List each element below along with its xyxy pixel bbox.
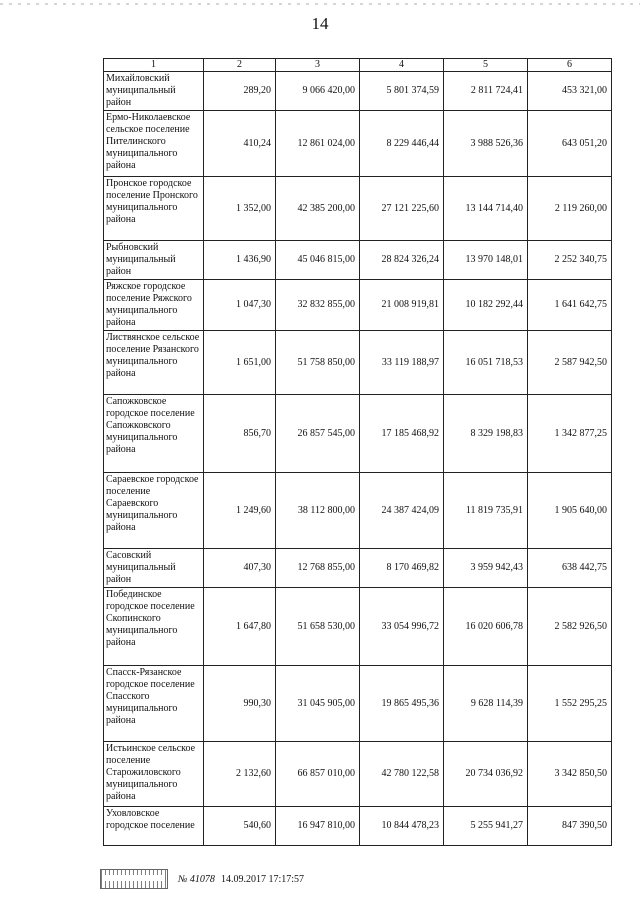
amount-cell: 33 119 188,97 [360, 331, 444, 395]
amount-cell: 13 144 714,40 [444, 177, 528, 241]
area-cell: 1 647,80 [204, 588, 276, 666]
total-cell: 45 046 815,00 [276, 241, 360, 280]
total-cell: 31 045 905,00 [276, 666, 360, 742]
amount-cell: 8 329 198,83 [444, 395, 528, 473]
area-cell: 410,24 [204, 111, 276, 177]
municipality-name: Пронское городское поселение Пронского муниципального района [104, 177, 204, 241]
amount-cell: 2 582 926,50 [528, 588, 612, 666]
amount-cell: 9 628 114,39 [444, 666, 528, 742]
table-row [104, 72, 612, 111]
total-cell: 66 857 010,00 [276, 742, 360, 807]
column-header: 2 [204, 59, 276, 72]
table-row [104, 742, 612, 807]
area-cell: 1 352,00 [204, 177, 276, 241]
amount-cell: 453 321,00 [528, 72, 612, 111]
table-row [104, 111, 612, 177]
distribution-table [103, 58, 612, 846]
table-row [104, 331, 612, 395]
column-header: 1 [104, 59, 204, 72]
amount-cell: 16 020 606,78 [444, 588, 528, 666]
municipality-name: Листвянское сельское поселение Рязанского муниципального района [104, 331, 204, 395]
municipality-name: Спасск-Рязанское городское поселение Спасского муниципального района [104, 666, 204, 742]
header-row [104, 59, 612, 72]
amount-cell: 27 121 225,60 [360, 177, 444, 241]
amount-cell: 8 229 446,44 [360, 111, 444, 177]
amount-cell: 17 185 468,92 [360, 395, 444, 473]
amount-cell: 21 008 919,81 [360, 280, 444, 331]
amount-cell: 1 342 877,25 [528, 395, 612, 473]
municipality-name: Сасовский муниципальный район [104, 549, 204, 588]
column-header: 3 [276, 59, 360, 72]
area-cell: 990,30 [204, 666, 276, 742]
amount-cell: 20 734 036,92 [444, 742, 528, 807]
municipality-name: Ермо-Николаевское сельское поселение Пителинского муниципального района [104, 111, 204, 177]
amount-cell: 13 970 148,01 [444, 241, 528, 280]
municipality-name: Ряжское городское поселение Ряжского муниципального района [104, 280, 204, 331]
total-cell: 32 832 855,00 [276, 280, 360, 331]
amount-cell: 643 051,20 [528, 111, 612, 177]
total-cell: 16 947 810,00 [276, 807, 360, 846]
column-header: 6 [528, 59, 612, 72]
total-cell: 9 066 420,00 [276, 72, 360, 111]
column-header: 5 [444, 59, 528, 72]
area-cell: 289,20 [204, 72, 276, 111]
municipality-name: Истьинское сельское поселение Старожиловского муниципального района [104, 742, 204, 807]
amount-cell: 3 988 526,36 [444, 111, 528, 177]
amount-cell: 3 342 850,50 [528, 742, 612, 807]
amount-cell: 1 905 640,00 [528, 473, 612, 549]
table-row [104, 666, 612, 742]
table-row [104, 241, 612, 280]
document-footer [100, 868, 304, 890]
registry-stamp-icon [100, 869, 168, 889]
amount-cell: 638 442,75 [528, 549, 612, 588]
page-number: 14 [311, 14, 329, 33]
table-row [104, 395, 612, 473]
amount-cell: 1 641 642,75 [528, 280, 612, 331]
municipality-name: Рыбновский муниципальный район [104, 241, 204, 280]
total-cell: 51 658 530,00 [276, 588, 360, 666]
document-number: № 41078 [178, 873, 215, 885]
municipality-name: Михайловский муниципальный район [104, 72, 204, 111]
municipality-name: Побединское городское поселение Скопинского муниципального района [104, 588, 204, 666]
table-row [104, 280, 612, 331]
scan-artifact-line [0, 3, 640, 5]
area-cell: 407,30 [204, 549, 276, 588]
amount-cell: 10 182 292,44 [444, 280, 528, 331]
amount-cell: 33 054 996,72 [360, 588, 444, 666]
amount-cell: 2 119 260,00 [528, 177, 612, 241]
amount-cell: 11 819 735,91 [444, 473, 528, 549]
column-header: 4 [360, 59, 444, 72]
amount-cell: 28 824 326,24 [360, 241, 444, 280]
amount-cell: 5 801 374,59 [360, 72, 444, 111]
amount-cell: 1 552 295,25 [528, 666, 612, 742]
table-row [104, 588, 612, 666]
total-cell: 51 758 850,00 [276, 331, 360, 395]
table-row [104, 177, 612, 241]
table-row [104, 549, 612, 588]
amount-cell: 847 390,50 [528, 807, 612, 846]
area-cell: 1 651,00 [204, 331, 276, 395]
total-cell: 38 112 800,00 [276, 473, 360, 549]
amount-cell: 2 587 942,50 [528, 331, 612, 395]
area-cell: 1 436,90 [204, 241, 276, 280]
amount-cell: 3 959 942,43 [444, 549, 528, 588]
amount-cell: 10 844 478,23 [360, 807, 444, 846]
area-cell: 540,60 [204, 807, 276, 846]
amount-cell: 2 811 724,41 [444, 72, 528, 111]
area-cell: 2 132,60 [204, 742, 276, 807]
amount-cell: 2 252 340,75 [528, 241, 612, 280]
amount-cell: 19 865 495,36 [360, 666, 444, 742]
amount-cell: 8 170 469,82 [360, 549, 444, 588]
amount-cell: 42 780 122,58 [360, 742, 444, 807]
amount-cell: 16 051 718,53 [444, 331, 528, 395]
total-cell: 12 768 855,00 [276, 549, 360, 588]
area-cell: 856,70 [204, 395, 276, 473]
municipality-name: Уховловское городское поселение [104, 807, 204, 846]
table-row [104, 807, 612, 846]
total-cell: 42 385 200,00 [276, 177, 360, 241]
area-cell: 1 249,60 [204, 473, 276, 549]
total-cell: 12 861 024,00 [276, 111, 360, 177]
amount-cell: 5 255 941,27 [444, 807, 528, 846]
municipality-name: Сапожковское городское поселение Сапожковского муниципального района [104, 395, 204, 473]
amount-cell: 24 387 424,09 [360, 473, 444, 549]
table-row [104, 473, 612, 549]
area-cell: 1 047,30 [204, 280, 276, 331]
document-datetime: 14.09.2017 17:17:57 [220, 873, 304, 885]
total-cell: 26 857 545,00 [276, 395, 360, 473]
municipality-name: Сараевское городское поселение Сараевского муниципального района [104, 473, 204, 549]
